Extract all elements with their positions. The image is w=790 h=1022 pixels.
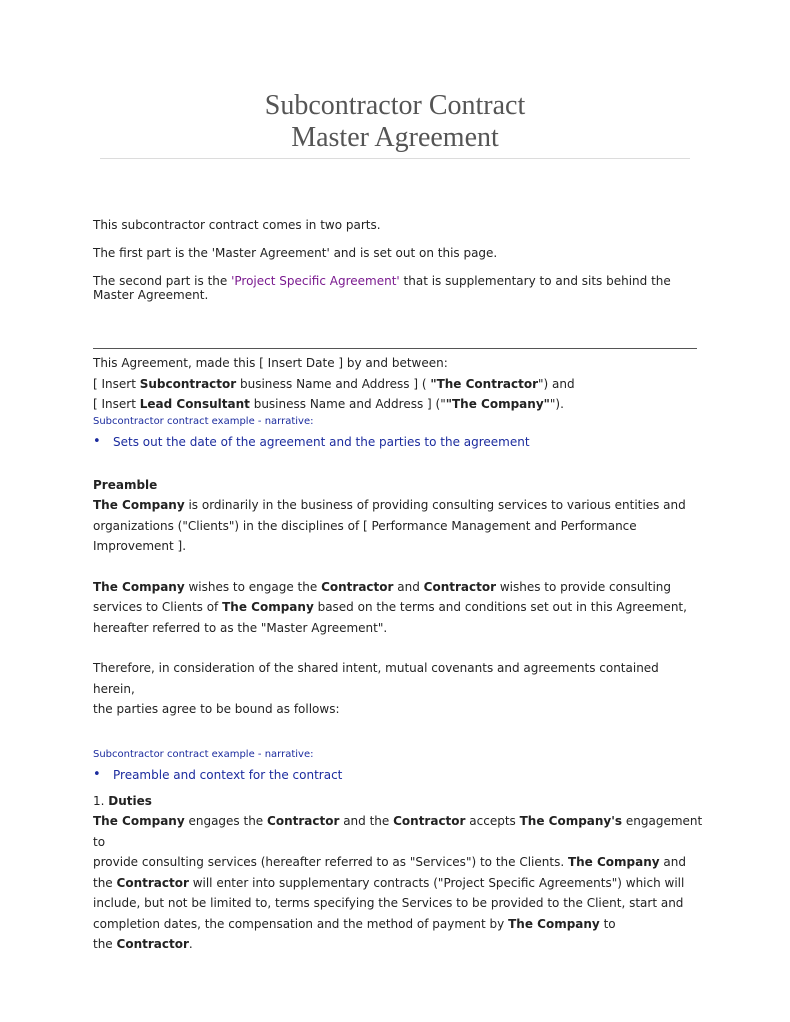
duties-line-3: the Contractor will enter into supplementary contracts ("Project Specific Agreements") which will [93, 875, 685, 890]
intro-paragraph-3: The second part is the 'Project Specific Agreement' that is supplementary to and sits behind the [93, 274, 671, 288]
duties-line-4: include, but not be limited to, terms specifying the Services to be provided to the Client, start and [93, 896, 684, 910]
title-divider [100, 158, 690, 159]
agreement-line-2: [ Insert Subcontractor business Name and Address ] ( "The Contractor") and [93, 376, 575, 391]
preamble-heading: Preamble [93, 477, 158, 492]
duties-heading: 1. Duties [93, 793, 152, 808]
document-body [93, 218, 703, 955]
preamble-paragraph-1-line-3: Improvement ]. [93, 539, 187, 553]
preamble-paragraph-3-line-2: the parties agree to be bound as follows: [93, 702, 340, 716]
agreement-line-1: This Agreement, made this [ Insert Date ] by and between: [93, 356, 448, 370]
preamble-paragraph-1-line-2: organizations ("Clients") in the disciplines of [ Performance Management and Performance [93, 518, 637, 533]
intro-paragraph-2: The first part is the 'Master Agreement' and is set out on this page. [93, 246, 498, 260]
duties-line-2: provide consulting services (hereafter referred to as "Services") to the Clients. The Company and [93, 855, 686, 869]
intro-paragraph-1: This subcontractor contract comes in two parts. [93, 218, 381, 232]
preamble-narrative-label: Subcontractor contract example - narrative: [93, 748, 314, 760]
narrative-label: Subcontractor contract example - narrative: [93, 415, 314, 427]
preamble-paragraph-2-line-2: services to Clients of The Company based on the terms and conditions set out in this Agreement, [93, 600, 687, 614]
title-line-2: Master Agreement [291, 122, 499, 153]
project-specific-agreement-link[interactable]: 'Project Specific Agreement' [231, 274, 400, 288]
duties-line-6: the Contractor. [93, 937, 193, 951]
duties-line-1: The Company engages the Contractor and the Contractor accepts The Company's engagement to [93, 814, 703, 849]
duties-line-5: completion dates, the compensation and the method of payment by The Company to [93, 916, 616, 931]
agreement-line-3: [ Insert Lead Consultant business Name and Address ] (""The Company""). [93, 397, 564, 411]
document-title [0, 90, 790, 154]
intro-paragraph-3-line-2: Master Agreement. [93, 288, 209, 302]
preamble-paragraph-2-line-1: The Company wishes to engage the Contractor and Contractor wishes to provide consulting [93, 579, 672, 594]
preamble-paragraph-2-line-3: hereafter referred to as the "Master Agreement". [93, 620, 388, 635]
title-line-1: Subcontractor Contract [264, 90, 526, 121]
narrative-bullet: • Sets out the date of the agreement and the parties to the agreement [93, 434, 703, 450]
preamble-paragraph-1-line-1: The Company is ordinarily in the business of providing consulting services to various entities and [93, 498, 686, 512]
preamble-paragraph-3-line-1: Therefore, in consideration of the shared intent, mutual covenants and agreements contained herein, [93, 661, 659, 696]
preamble-narrative-bullet: • Preamble and context for the contract [93, 767, 703, 783]
